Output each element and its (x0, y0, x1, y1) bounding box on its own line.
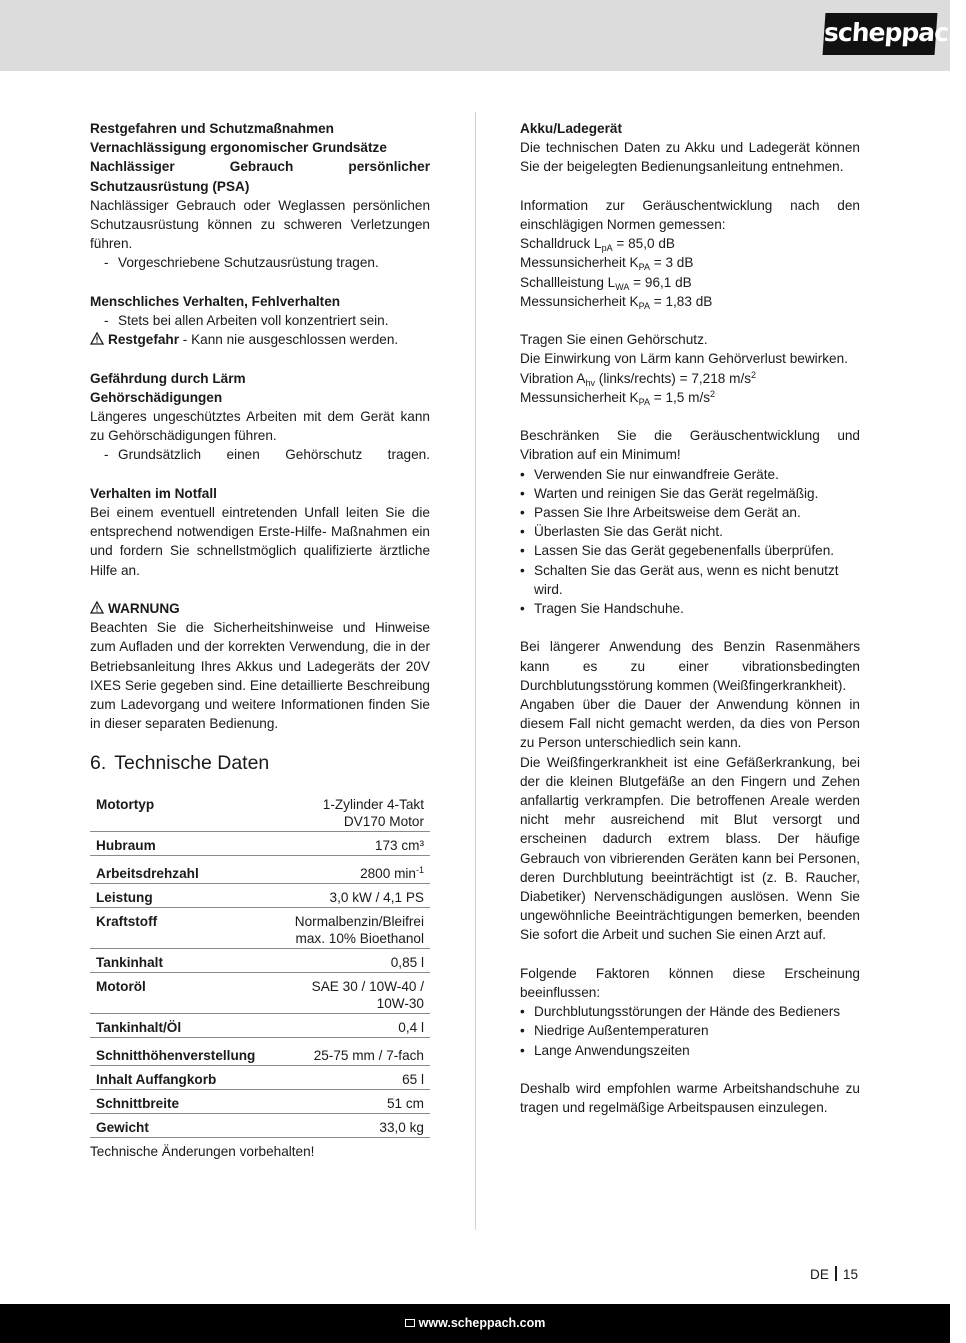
spec-value: SAE 30 / 10W-40 / 10W-30 (261, 973, 430, 1014)
noise-value: Messunsicherheit $K_{PA} = 1,83$ dB (520, 293, 713, 311)
spec-key: Gewicht (90, 1114, 261, 1138)
noise-value: Messunsicherheit $K_{PA} = 3$ dB (520, 255, 694, 273)
noise-info-paragraph: Information zur Geräuschentwicklung nach den einschlägigen Normen gemessen: (520, 197, 860, 232)
column-divider (475, 112, 476, 1230)
noise-value: Schallleistung $L_{WA} = 96,1$ dB (520, 274, 692, 292)
spec-row (90, 973, 430, 1014)
heading-ergonomics: Vernachlässigung ergonomischer Grundsätze (90, 140, 387, 156)
heading-behaviour: Menschliches Verhalten, Fehlverhalten (90, 293, 341, 309)
white-finger-paragraph: Die Weißfingerkrankheit ist eine Gefäßerkrankung, bei der die kleinen Blutgefäße an den Fingern und Zehen anfallartig verkrampfen. Die betroffenen Areale werden nicht mehr ausreichend mit Blut versorgt und erscheinen dadurch extrem blass. Der häufige Gebrauch von vibrierenden Geräten kann bei Personen, deren Durchblutung beeinträchtigt ist (z. B. Raucher, Diabetiker) Nervenschädigungen auslösen. Wenn Sie ungewöhnliche Beeinträchtigungen bemerken, beenden Sie sofort die Arbeit und suchen Sie einen Arzt auf. (520, 754, 860, 943)
spec-value: 65 l (261, 1066, 430, 1090)
spec-key: Schnitthöhenverstellung (90, 1038, 261, 1066)
spec-row (90, 1038, 430, 1066)
bullet-item: • Durchblutungsstörungen der Hände des Bedieners (520, 1004, 841, 1020)
emergency-paragraph: Bei einem eventuell eintretenden Unfall leiten Sie die entsprechend notwendigen Erste-Hilfe- Maßnahmen ein und fordern Sie schnellstmöglich qualifizierte ärztliche Hilfe an. (90, 505, 430, 578)
spec-key: Tankinhalt/Öl (90, 1014, 261, 1038)
spec-key: Inhalt Auffangkorb (90, 1066, 261, 1090)
spec-note: Technische Änderungen vorbehalten! (90, 1144, 315, 1160)
bullet-item: • Überlasten Sie das Gerät nicht. (520, 524, 723, 540)
spec-key: Kraftstoff (90, 908, 261, 949)
spec-row (90, 1114, 430, 1138)
spec-value: 173 cm³ (261, 832, 430, 856)
spec-key: Arbeitsdrehzahl (90, 856, 261, 884)
recommendation-paragraph: Deshalb wird empfohlen warme Arbeitshandschuhe zu tragen und regelmäßige Arbeitspausen einzulegen. (520, 1081, 860, 1116)
warning-heading: WARNUNG (90, 599, 430, 618)
spec-row (90, 856, 430, 884)
spec-key: Schnittbreite (90, 1090, 261, 1114)
bullet-item: • Lange Anwendungszeiten (520, 1042, 690, 1058)
heading-battery: Akku/Ladegerät (520, 121, 622, 136)
bullet-item: • Lassen Sie das Gerät gegebenenfalls überprüfen. (520, 543, 835, 559)
spec-value: 3,0 kW / 4,1 PS (261, 884, 430, 908)
bullet-item: • Tragen Sie Handschuhe. (520, 601, 684, 617)
spec-table (90, 791, 430, 1138)
bullet-list (520, 465, 860, 619)
monitor-icon (405, 1319, 415, 1327)
heading-residual-risks: Restgefahren und Schutzmaßnahmen (90, 121, 334, 136)
warning-paragraph: Beachten Sie die Sicherheitshinweise und Hinweise zum Aufladen und der korrekten Verwendung, die in der Betriebsanleitung Ihres Akkus und Ladegeräts der 20V IXES Serie gegeben sind. Eine detaillierte Beschreibung zum Ladevorgang und weitere Informationen finden Sie in dieser separaten Bedienung. (90, 620, 430, 732)
bullet-list (520, 1002, 860, 1060)
spec-row (90, 1014, 430, 1038)
spec-key: Tankinhalt (90, 949, 261, 973)
spec-row (90, 949, 430, 973)
section-title: 6. Technische Daten (90, 752, 270, 775)
residual-risk-line: Restgefahr - Kann nie ausgeschlossen werden. (90, 330, 430, 349)
spec-value: 1-Zylinder 4-Takt DV170 Motor (261, 791, 430, 832)
spec-row (90, 1090, 430, 1114)
bullet-item: • Passen Sie Ihre Arbeitsweise dem Gerät an. (520, 505, 801, 521)
spec-row (90, 791, 430, 832)
spec-value: 0,85 l (261, 949, 430, 973)
heading-emergency: Verhalten im Notfall (90, 485, 217, 501)
hearing-loss-paragraph: Die Einwirkung von Lärm kann Gehörverlust bewirken. (520, 351, 848, 367)
spec-value: 25-75 mm / 7-fach (261, 1038, 430, 1066)
footer-bar (0, 1304, 950, 1343)
spec-row (90, 832, 430, 856)
bullet-item: • Warten und reinigen Sie das Gerät regelmäßig. (520, 485, 819, 501)
noise-paragraph: Längeres ungeschütztes Arbeiten mit dem Gerät kann zu Gehörschädigungen führen. (90, 409, 430, 444)
limit-paragraph: Beschränken Sie die Geräuschentwicklung und Vibration auf ein Minimum! (520, 428, 860, 463)
spec-row (90, 1066, 430, 1090)
vibration-paragraph: Bei längerer Anwendung des Benzin Rasenmähers kann es zu einer vibrationsbedingten Durchblutungsstörung kommen (Weißfingerkrankheit). (520, 639, 860, 693)
heading-psa-line1: Nachlässiger Gebrauch persönlicher (90, 159, 430, 175)
vibration-value: Messunsicherheit $K_{PA} = 1,5$ $m/s^2$ (520, 388, 716, 407)
left-column (90, 119, 430, 1162)
duration-paragraph: Angaben über die Dauer der Anwendung können in diesem Fall nicht gemacht werden, da dies von Person zu Person unterschiedlich sein kann. (520, 697, 860, 751)
spec-row (90, 908, 430, 949)
spec-key: Hubraum (90, 832, 261, 856)
brand-logo: scheppach (823, 13, 938, 55)
footer-url[interactable]: www.scheppach.com (418, 1316, 546, 1330)
battery-paragraph: Die technischen Daten zu Akku und Ladegerät können Sie der beigelegten Bedienungsanleitung entnehmen. (520, 140, 860, 175)
right-column (520, 119, 860, 1117)
bullet-item: • Schalten Sie das Gerät aus, wenn es nicht benutzt wird. (520, 562, 839, 597)
spec-value: 2800 $\min^{-1}$ (261, 856, 430, 884)
spec-value: 33,0 kg (261, 1114, 430, 1138)
spec-key: Leistung (90, 884, 261, 908)
heading-noise: Gefährdung durch Lärm (90, 370, 246, 386)
warning-triangle-icon (90, 601, 104, 614)
hearing-protection-line: Tragen Sie einen Gehörschutz. (520, 332, 708, 348)
spec-key: Motortyp (90, 791, 261, 832)
heading-psa-line2: Schutzausrüstung (PSA) (90, 178, 250, 194)
spec-key: Motoröl (90, 973, 261, 1014)
header-bar (0, 0, 966, 71)
dash-item: - Grundsätzlich einen Gehörschutz tragen. (104, 447, 430, 463)
noise-value: Schalldruck $L_{pA} = 85,0$ dB (520, 236, 675, 254)
heading-hearing: Gehörschädigungen (90, 389, 223, 405)
bullet-item: • Niedrige Außentemperaturen (520, 1023, 709, 1039)
page-number: DE 15 (810, 1267, 859, 1282)
spec-value: 0,4 l (261, 1014, 430, 1038)
spec-row (90, 884, 430, 908)
spec-value: 51 cm (261, 1090, 430, 1114)
dash-item: - Stets bei allen Arbeiten voll konzentriert sein. (104, 313, 389, 329)
vibration-value: Vibration $A_{hv}$ (links/rechts) = 7,218 $m/s^2$ (520, 369, 757, 388)
dash-item: - Vorgeschriebene Schutzausrüstung tragen. (104, 255, 379, 271)
factors-paragraph: Folgende Faktoren können diese Erscheinung beeinflussen: (520, 965, 860, 1001)
spec-value: Normalbenzin/Bleifrei max. 10% Bioethanol (261, 908, 430, 949)
warning-triangle-icon (90, 332, 104, 345)
psa-paragraph: Nachlässiger Gebrauch oder Weglassen persönlichen Schutzausrüstung können zu schweren Verletzungen führen. (90, 197, 430, 252)
bullet-item: • Verwenden Sie nur einwandfreie Geräte. (520, 466, 779, 482)
